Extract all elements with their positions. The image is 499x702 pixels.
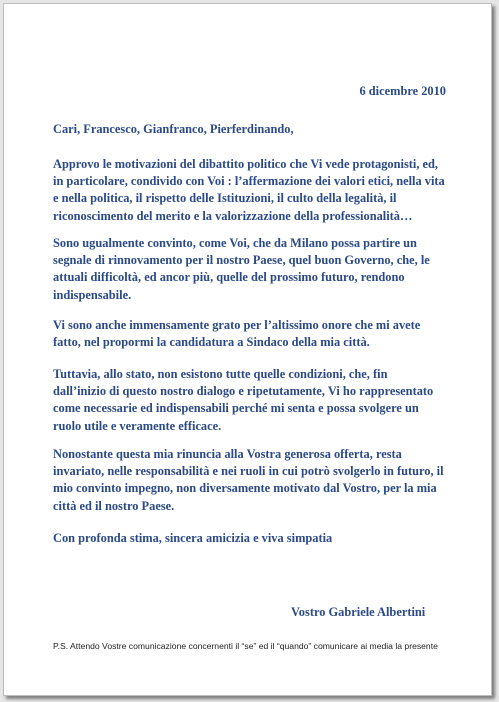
paragraph-nonostante bbox=[53, 446, 463, 515]
paragraph-line: Sono ugualmente convinto, come Voi, che da Milano possa partire un bbox=[53, 236, 417, 250]
paragraph-line: città ed il nostro Paese. bbox=[53, 498, 175, 513]
paragraph-line: indispensabile. bbox=[53, 287, 132, 302]
paragraph-line: Nonostante questa mia rinuncia alla Vostra generosa offerta, resta bbox=[53, 447, 402, 461]
paragraph-line: mio convinto impegno, non diversamente motivato dal Vostro, per la mia bbox=[53, 481, 437, 496]
paragraph-line: invariato, nelle responsabilità e nei ruoli in cui potrò svolgerlo in futuro, il bbox=[53, 464, 444, 479]
paragraph-line: Approvo le motivazioni del dibattito politico che Vi vede protagonisti, ed, bbox=[53, 157, 439, 171]
paragraph-line: ruolo utile e veramente efficace. bbox=[53, 418, 222, 433]
paragraph-grato bbox=[53, 317, 463, 351]
paragraph-line: come necessarie ed indispensabili perché mi senta e possa svolgere un bbox=[53, 401, 419, 416]
paragraph-tuttavia bbox=[53, 366, 463, 435]
letter-date: 6 dicembre 2010 bbox=[359, 84, 446, 98]
paragraph-line: Con profonda stima, sincera amicizia e viva simpatia bbox=[53, 531, 333, 545]
paragraph-line: in particolare, condivido con Voi : l’affermazione dei valori etici, nella vita bbox=[53, 174, 445, 189]
paragraph-line: attuali difficoltà, ed ancor più, quelle del prossimo futuro, rendono bbox=[53, 270, 405, 285]
paragraph-line: segnale di rinnovamento per il nostro Paese, quel buon Governo, che, le bbox=[53, 253, 430, 268]
paragraph-closing bbox=[53, 530, 463, 547]
paragraph-line: riconoscimento del merito e la valorizzazione della professionalità… bbox=[53, 208, 413, 223]
letter-salutation: Cari, Francesco, Gianfranco, Pierferdinando, bbox=[53, 122, 294, 136]
paragraph-approvo bbox=[53, 156, 463, 225]
letter-page bbox=[3, 3, 492, 696]
paragraph-line: Vi sono anche immensamente grato per l’altissimo onore che mi avete bbox=[53, 318, 421, 332]
paragraph-line: dall’inizio di questo nostro dialogo e ripetutamente, Vi ho rappresentato bbox=[53, 384, 434, 399]
paragraph-line: Tuttavia, allo stato, non esistono tutte quelle condizioni, che, fin bbox=[53, 367, 388, 381]
paragraph-line: e nella politica, il rispetto delle Istituzioni, il culto della legalità, il bbox=[53, 191, 397, 206]
letter-signature: Vostro Gabriele Albertini bbox=[291, 605, 426, 619]
paragraph-line: fatto, nel propormi la candidatura a Sindaco della mia città. bbox=[53, 335, 370, 350]
letter-postscript: P.S. Attendo Vostre comunicazione concernenti il “se” ed il “quando” comunicare ai media la presente bbox=[53, 641, 438, 651]
paragraph-convinto bbox=[53, 235, 463, 304]
